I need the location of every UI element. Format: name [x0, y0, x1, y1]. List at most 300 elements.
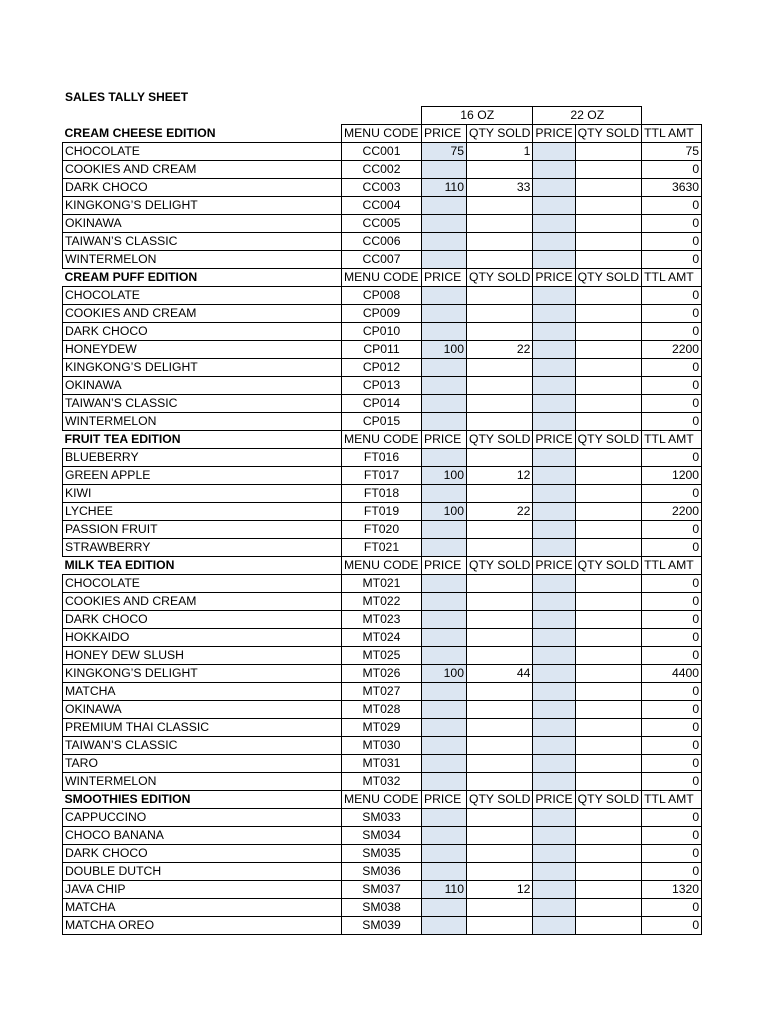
- qty-16oz-cell[interactable]: [467, 629, 533, 647]
- table-row: [63, 917, 702, 935]
- menu-code-cell: SM033: [342, 809, 422, 827]
- total-amount-cell: 3630: [642, 179, 702, 197]
- qty-22oz-cell[interactable]: [575, 881, 641, 899]
- table-row: [63, 611, 702, 629]
- item-name-cell: CHOCOLATE: [63, 575, 342, 593]
- total-amount-cell: 0: [642, 197, 702, 215]
- total-amount-cell: 0: [642, 359, 702, 377]
- section-header-row: [63, 125, 702, 143]
- qty-22oz-cell[interactable]: [575, 161, 641, 179]
- table-row: [63, 143, 702, 161]
- qty-16oz-cell[interactable]: [467, 251, 533, 269]
- total-amount-cell: 0: [642, 251, 702, 269]
- qty-16oz-header: QTY SOLD: [467, 125, 533, 143]
- qty-22oz-cell[interactable]: [575, 521, 641, 539]
- item-name-cell: DOUBLE DUTCH: [63, 863, 342, 881]
- total-amount-header: TTL AMT: [642, 791, 702, 809]
- price-22oz-cell[interactable]: [533, 521, 575, 539]
- qty-16oz-cell[interactable]: 22: [467, 341, 533, 359]
- menu-code-cell: CC004: [342, 197, 422, 215]
- price-22oz-cell[interactable]: [533, 359, 575, 377]
- qty-22oz-cell[interactable]: [575, 611, 641, 629]
- qty-16oz-cell[interactable]: [467, 593, 533, 611]
- price-22oz-cell[interactable]: [533, 773, 575, 791]
- menu-code-cell: MT030: [342, 737, 422, 755]
- price-22oz-cell[interactable]: [533, 683, 575, 701]
- menu-code-cell: FT019: [342, 503, 422, 521]
- qty-22oz-cell[interactable]: [575, 755, 641, 773]
- price-16oz-cell[interactable]: [422, 251, 467, 269]
- price-16oz-cell[interactable]: [422, 917, 467, 935]
- section-header-row: [63, 431, 702, 449]
- price-16oz-cell[interactable]: [422, 899, 467, 917]
- menu-code-cell: MT031: [342, 755, 422, 773]
- total-amount-cell: 0: [642, 575, 702, 593]
- table-row: [63, 305, 702, 323]
- qty-16oz-cell[interactable]: [467, 395, 533, 413]
- qty-16oz-cell[interactable]: [467, 737, 533, 755]
- table-row: [63, 251, 702, 269]
- price-22oz-cell[interactable]: [533, 449, 575, 467]
- qty-22oz-cell[interactable]: [575, 467, 641, 485]
- table-row: [63, 863, 702, 881]
- total-amount-cell: 1320: [642, 881, 702, 899]
- menu-code-cell: SM035: [342, 845, 422, 863]
- qty-22oz-cell[interactable]: [575, 233, 641, 251]
- price-22oz-cell[interactable]: [533, 413, 575, 431]
- table-row: [63, 845, 702, 863]
- total-amount-cell: 0: [642, 719, 702, 737]
- qty-16oz-cell[interactable]: [467, 305, 533, 323]
- table-row: [63, 413, 702, 431]
- table-row: [63, 377, 702, 395]
- total-amount-header: TTL AMT: [642, 431, 702, 449]
- item-name-cell: CAPPUCCINO: [63, 809, 342, 827]
- qty-16oz-cell[interactable]: [467, 899, 533, 917]
- qty-16oz-cell[interactable]: [467, 719, 533, 737]
- table-row: [63, 719, 702, 737]
- qty-22oz-cell[interactable]: [575, 647, 641, 665]
- table-row: [63, 521, 702, 539]
- qty-22oz-cell[interactable]: [575, 809, 641, 827]
- qty-16oz-cell[interactable]: 33: [467, 179, 533, 197]
- item-name-cell: WINTERMELON: [63, 251, 342, 269]
- qty-22oz-cell[interactable]: [575, 575, 641, 593]
- table-row: [63, 161, 702, 179]
- price-22oz-cell[interactable]: [533, 179, 575, 197]
- item-name-cell: STRAWBERRY: [63, 539, 342, 557]
- price-16oz-cell[interactable]: [422, 485, 467, 503]
- qty-16oz-cell[interactable]: 22: [467, 503, 533, 521]
- price-16oz-cell[interactable]: 110: [422, 881, 467, 899]
- qty-22oz-cell[interactable]: [575, 503, 641, 521]
- qty-22oz-cell[interactable]: [575, 251, 641, 269]
- menu-code-cell: MT027: [342, 683, 422, 701]
- qty-22oz-cell[interactable]: [575, 323, 641, 341]
- item-name-cell: WINTERMELON: [63, 773, 342, 791]
- item-name-cell: CHOCO BANANA: [63, 827, 342, 845]
- section-header-row: [63, 269, 702, 287]
- item-name-cell: LYCHEE: [63, 503, 342, 521]
- price-22oz-cell[interactable]: [533, 755, 575, 773]
- price-16oz-cell[interactable]: [422, 323, 467, 341]
- menu-code-header: MENU CODE: [342, 557, 422, 575]
- qty-22oz-cell[interactable]: [575, 197, 641, 215]
- qty-16oz-cell[interactable]: 44: [467, 665, 533, 683]
- table-row: [63, 737, 702, 755]
- qty-16oz-cell[interactable]: [467, 611, 533, 629]
- price-22oz-cell[interactable]: [533, 503, 575, 521]
- sheet-title: SALES TALLY SHEET: [65, 90, 189, 104]
- price-16oz-cell[interactable]: 75: [422, 143, 467, 161]
- table-row: [63, 701, 702, 719]
- qty-16oz-cell[interactable]: [467, 449, 533, 467]
- qty-22oz-cell[interactable]: [575, 593, 641, 611]
- item-name-cell: TAIWAN’S CLASSIC: [63, 233, 342, 251]
- size-header-row: [63, 107, 702, 125]
- item-name-cell: HONEY DEW SLUSH: [63, 647, 342, 665]
- qty-22oz-header: QTY SOLD: [575, 791, 641, 809]
- total-amount-cell: 0: [642, 683, 702, 701]
- total-amount-cell: 0: [642, 899, 702, 917]
- price-16oz-cell[interactable]: [422, 755, 467, 773]
- qty-16oz-cell[interactable]: [467, 647, 533, 665]
- table-row: [63, 593, 702, 611]
- price-22oz-cell[interactable]: [533, 143, 575, 161]
- qty-16oz-cell[interactable]: [467, 809, 533, 827]
- price-22oz-cell[interactable]: [533, 719, 575, 737]
- price-22oz-cell[interactable]: [533, 485, 575, 503]
- price-16oz-cell[interactable]: [422, 449, 467, 467]
- qty-16oz-cell[interactable]: [467, 755, 533, 773]
- price-22oz-cell[interactable]: [533, 647, 575, 665]
- menu-code-cell: MT024: [342, 629, 422, 647]
- qty-22oz-cell[interactable]: [575, 215, 641, 233]
- menu-code-cell: MT032: [342, 773, 422, 791]
- total-amount-cell: 0: [642, 449, 702, 467]
- qty-16oz-cell[interactable]: [467, 197, 533, 215]
- table-row: [63, 683, 702, 701]
- price-22oz-cell[interactable]: [533, 863, 575, 881]
- menu-code-cell: SM038: [342, 899, 422, 917]
- qty-16oz-cell[interactable]: [467, 701, 533, 719]
- table-row: [63, 323, 702, 341]
- qty-16oz-cell[interactable]: 12: [467, 881, 533, 899]
- qty-16oz-cell[interactable]: [467, 521, 533, 539]
- price-22oz-cell[interactable]: [533, 611, 575, 629]
- qty-22oz-cell[interactable]: [575, 629, 641, 647]
- menu-code-cell: CC003: [342, 179, 422, 197]
- item-name-cell: TAIWAN’S CLASSIC: [63, 737, 342, 755]
- menu-code-header: MENU CODE: [342, 125, 422, 143]
- total-amount-cell: 75: [642, 143, 702, 161]
- qty-16oz-cell[interactable]: [467, 377, 533, 395]
- price-16oz-cell[interactable]: [422, 305, 467, 323]
- price-16oz-cell[interactable]: [422, 647, 467, 665]
- qty-22oz-cell[interactable]: [575, 827, 641, 845]
- table-row: [63, 899, 702, 917]
- menu-code-cell: MT021: [342, 575, 422, 593]
- qty-22oz-cell[interactable]: [575, 917, 641, 935]
- qty-22oz-cell[interactable]: [575, 179, 641, 197]
- price-22oz-cell[interactable]: [533, 377, 575, 395]
- price-22oz-cell[interactable]: [533, 593, 575, 611]
- price-16oz-cell[interactable]: [422, 413, 467, 431]
- table-row: [63, 449, 702, 467]
- qty-22oz-cell[interactable]: [575, 899, 641, 917]
- price-22oz-cell[interactable]: [533, 161, 575, 179]
- item-name-cell: OKINAWA: [63, 377, 342, 395]
- price-22oz-cell[interactable]: [533, 881, 575, 899]
- price-16oz-header: PRICE: [422, 125, 467, 143]
- price-16oz-cell[interactable]: 100: [422, 503, 467, 521]
- section-title: FRUIT TEA EDITION: [64, 432, 181, 446]
- menu-code-cell: CP010: [342, 323, 422, 341]
- price-16oz-cell[interactable]: [422, 827, 467, 845]
- price-16oz-cell[interactable]: [422, 701, 467, 719]
- qty-22oz-cell[interactable]: [575, 449, 641, 467]
- item-name-cell: WINTERMELON: [63, 413, 342, 431]
- section-title: CREAM CHEESE EDITION: [64, 125, 216, 140]
- price-16oz-cell[interactable]: [422, 863, 467, 881]
- table-row: [63, 197, 702, 215]
- qty-22oz-cell[interactable]: [575, 863, 641, 881]
- price-22oz-cell[interactable]: [533, 233, 575, 251]
- qty-22oz-cell[interactable]: [575, 287, 641, 305]
- price-16oz-cell[interactable]: [422, 395, 467, 413]
- sales-tally-body: [63, 107, 702, 935]
- qty-16oz-cell[interactable]: [467, 413, 533, 431]
- price-22oz-cell[interactable]: [533, 341, 575, 359]
- table-row: [63, 539, 702, 557]
- table-row: [63, 629, 702, 647]
- qty-16oz-header: QTY SOLD: [467, 431, 533, 449]
- qty-22oz-cell[interactable]: [575, 539, 641, 557]
- qty-22oz-cell[interactable]: [575, 665, 641, 683]
- qty-22oz-cell[interactable]: [575, 719, 641, 737]
- price-16oz-cell[interactable]: [422, 521, 467, 539]
- item-name-cell: DARK CHOCO: [63, 179, 342, 197]
- price-16oz-cell[interactable]: [422, 287, 467, 305]
- total-amount-cell: 2200: [642, 341, 702, 359]
- price-22oz-cell[interactable]: [533, 827, 575, 845]
- menu-code-cell: MT026: [342, 665, 422, 683]
- qty-16oz-cell[interactable]: [467, 539, 533, 557]
- table-row: [63, 215, 702, 233]
- qty-22oz-cell[interactable]: [575, 701, 641, 719]
- price-16oz-cell[interactable]: [422, 575, 467, 593]
- total-amount-cell: 0: [642, 377, 702, 395]
- qty-16oz-header: QTY SOLD: [467, 791, 533, 809]
- price-22oz-cell[interactable]: [533, 917, 575, 935]
- size-22oz-header: 22 OZ: [533, 107, 642, 125]
- price-16oz-cell[interactable]: [422, 161, 467, 179]
- qty-16oz-cell[interactable]: [467, 575, 533, 593]
- price-16oz-cell[interactable]: [422, 737, 467, 755]
- item-name-cell: DARK CHOCO: [63, 323, 342, 341]
- qty-22oz-cell[interactable]: [575, 485, 641, 503]
- price-16oz-cell[interactable]: [422, 809, 467, 827]
- qty-16oz-cell[interactable]: [467, 773, 533, 791]
- menu-code-cell: CC005: [342, 215, 422, 233]
- price-22oz-cell[interactable]: [533, 323, 575, 341]
- price-22oz-cell[interactable]: [533, 629, 575, 647]
- qty-16oz-cell[interactable]: [467, 863, 533, 881]
- item-name-cell: COOKIES AND CREAM: [63, 305, 342, 323]
- total-amount-cell: 0: [642, 395, 702, 413]
- qty-16oz-cell[interactable]: [467, 917, 533, 935]
- total-amount-cell: 0: [642, 827, 702, 845]
- price-16oz-header: PRICE: [422, 431, 467, 449]
- section-title: MILK TEA EDITION: [64, 558, 175, 572]
- item-name-cell: KIWI: [63, 485, 342, 503]
- table-row: [63, 503, 702, 521]
- item-name-cell: OKINAWA: [63, 701, 342, 719]
- price-16oz-cell[interactable]: 110: [422, 179, 467, 197]
- qty-22oz-cell[interactable]: [575, 413, 641, 431]
- price-16oz-cell[interactable]: [422, 845, 467, 863]
- price-16oz-cell[interactable]: 100: [422, 341, 467, 359]
- table-row: [63, 359, 702, 377]
- qty-16oz-cell[interactable]: [467, 215, 533, 233]
- menu-code-cell: CP008: [342, 287, 422, 305]
- qty-22oz-cell[interactable]: [575, 737, 641, 755]
- qty-22oz-cell[interactable]: [575, 773, 641, 791]
- price-22oz-cell[interactable]: [533, 467, 575, 485]
- price-22oz-cell[interactable]: [533, 197, 575, 215]
- price-22oz-cell[interactable]: [533, 251, 575, 269]
- price-16oz-header: PRICE: [422, 557, 467, 575]
- price-16oz-cell[interactable]: [422, 197, 467, 215]
- menu-code-cell: SM036: [342, 863, 422, 881]
- qty-22oz-cell[interactable]: [575, 143, 641, 161]
- total-amount-cell: 0: [642, 809, 702, 827]
- item-name-cell: HOKKAIDO: [63, 629, 342, 647]
- price-22oz-cell[interactable]: [533, 665, 575, 683]
- price-16oz-cell[interactable]: [422, 539, 467, 557]
- total-amount-cell: 0: [642, 233, 702, 251]
- table-row: [63, 575, 702, 593]
- qty-22oz-cell[interactable]: [575, 341, 641, 359]
- item-name-cell: KINGKONG’S DELIGHT: [63, 197, 342, 215]
- qty-16oz-cell[interactable]: [467, 161, 533, 179]
- price-22oz-cell[interactable]: [533, 305, 575, 323]
- table-row: [63, 755, 702, 773]
- item-name-cell: PASSION FRUIT: [63, 521, 342, 539]
- total-amount-cell: 0: [642, 701, 702, 719]
- price-22oz-header: PRICE: [533, 557, 575, 575]
- total-amount-cell: 0: [642, 611, 702, 629]
- section-title: CREAM PUFF EDITION: [64, 270, 198, 284]
- menu-code-cell: MT023: [342, 611, 422, 629]
- size-16oz-header: 16 OZ: [422, 107, 533, 125]
- total-amount-cell: 0: [642, 647, 702, 665]
- item-name-cell: KINGKONG’S DELIGHT: [63, 665, 342, 683]
- total-amount-cell: 0: [642, 485, 702, 503]
- qty-16oz-cell[interactable]: 1: [467, 143, 533, 161]
- price-16oz-cell[interactable]: 100: [422, 665, 467, 683]
- price-22oz-cell[interactable]: [533, 287, 575, 305]
- price-16oz-cell[interactable]: [422, 629, 467, 647]
- item-name-cell: OKINAWA: [63, 215, 342, 233]
- item-name-cell: MATCHA OREO: [63, 917, 342, 935]
- item-name-cell: DARK CHOCO: [63, 845, 342, 863]
- qty-16oz-cell[interactable]: [467, 287, 533, 305]
- price-22oz-cell[interactable]: [533, 845, 575, 863]
- menu-code-cell: MT025: [342, 647, 422, 665]
- total-amount-cell: 0: [642, 773, 702, 791]
- item-name-cell: DARK CHOCO: [63, 611, 342, 629]
- qty-16oz-cell[interactable]: [467, 485, 533, 503]
- price-16oz-cell[interactable]: [422, 683, 467, 701]
- qty-16oz-cell[interactable]: [467, 683, 533, 701]
- total-amount-cell: 0: [642, 593, 702, 611]
- item-name-cell: KINGKONG’S DELIGHT: [63, 359, 342, 377]
- qty-16oz-cell[interactable]: [467, 233, 533, 251]
- item-name-cell: TAIWAN’S CLASSIC: [63, 395, 342, 413]
- price-22oz-cell[interactable]: [533, 899, 575, 917]
- menu-code-header: MENU CODE: [342, 791, 422, 809]
- price-16oz-cell[interactable]: [422, 773, 467, 791]
- price-16oz-cell[interactable]: [422, 377, 467, 395]
- qty-16oz-cell[interactable]: [467, 845, 533, 863]
- price-22oz-cell[interactable]: [533, 575, 575, 593]
- qty-22oz-cell[interactable]: [575, 305, 641, 323]
- price-16oz-cell[interactable]: 100: [422, 467, 467, 485]
- table-row: [63, 287, 702, 305]
- price-22oz-cell[interactable]: [533, 737, 575, 755]
- price-16oz-cell[interactable]: [422, 719, 467, 737]
- menu-code-cell: SM034: [342, 827, 422, 845]
- qty-22oz-cell[interactable]: [575, 359, 641, 377]
- qty-16oz-cell[interactable]: 12: [467, 467, 533, 485]
- price-22oz-cell[interactable]: [533, 701, 575, 719]
- qty-22oz-header: QTY SOLD: [575, 431, 641, 449]
- price-16oz-header: PRICE: [422, 791, 467, 809]
- qty-16oz-cell[interactable]: [467, 323, 533, 341]
- price-16oz-cell[interactable]: [422, 359, 467, 377]
- qty-22oz-cell[interactable]: [575, 395, 641, 413]
- price-22oz-header: PRICE: [533, 125, 575, 143]
- table-row: [63, 485, 702, 503]
- menu-code-cell: MT022: [342, 593, 422, 611]
- qty-22oz-cell[interactable]: [575, 377, 641, 395]
- item-name-cell: COOKIES AND CREAM: [63, 593, 342, 611]
- qty-16oz-cell[interactable]: [467, 359, 533, 377]
- menu-code-cell: CP015: [342, 413, 422, 431]
- section-header-row: [63, 557, 702, 575]
- qty-16oz-cell[interactable]: [467, 827, 533, 845]
- price-22oz-cell[interactable]: [533, 539, 575, 557]
- menu-code-cell: CP014: [342, 395, 422, 413]
- menu-code-cell: CC006: [342, 233, 422, 251]
- total-amount-cell: 0: [642, 539, 702, 557]
- item-name-cell: MATCHA: [63, 683, 342, 701]
- price-16oz-cell[interactable]: [422, 233, 467, 251]
- price-16oz-cell[interactable]: [422, 215, 467, 233]
- qty-22oz-cell[interactable]: [575, 683, 641, 701]
- price-22oz-cell[interactable]: [533, 215, 575, 233]
- price-22oz-cell[interactable]: [533, 395, 575, 413]
- price-16oz-cell[interactable]: [422, 611, 467, 629]
- price-22oz-cell[interactable]: [533, 809, 575, 827]
- qty-22oz-cell[interactable]: [575, 845, 641, 863]
- sales-tally-table: [62, 106, 702, 935]
- price-16oz-header: PRICE: [422, 269, 467, 287]
- price-16oz-cell[interactable]: [422, 593, 467, 611]
- blank-cell: [642, 107, 702, 125]
- item-name-cell: COOKIES AND CREAM: [63, 161, 342, 179]
